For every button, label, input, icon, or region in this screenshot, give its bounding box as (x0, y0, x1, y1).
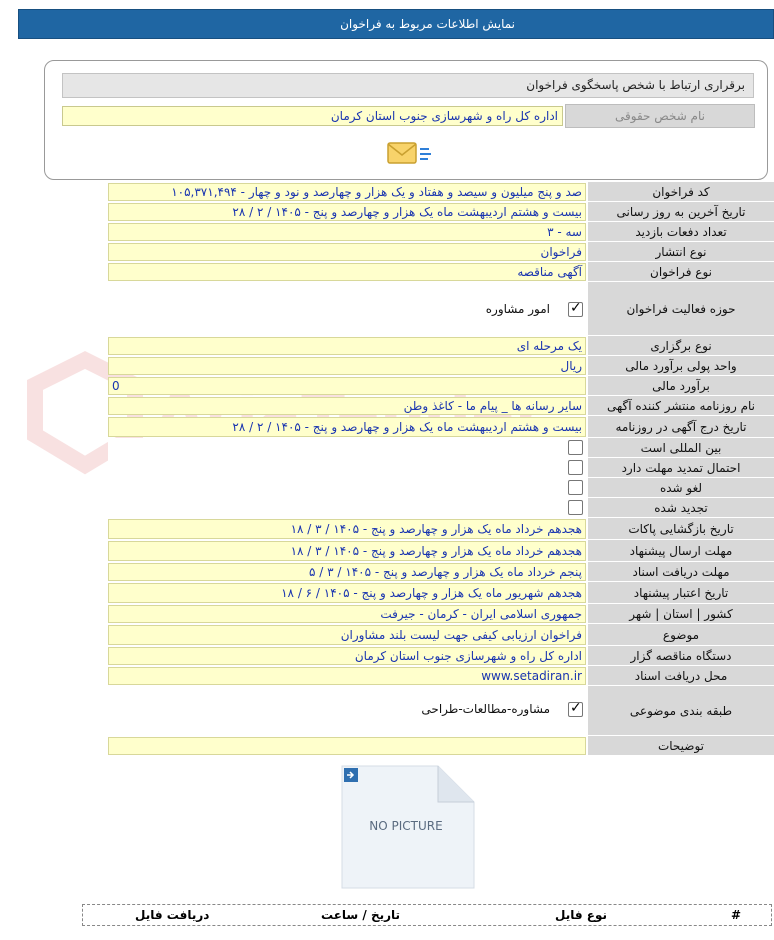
col-index: # (731, 908, 742, 922)
field-label: تجدید شده (588, 498, 774, 518)
field-doc-deadline (108, 562, 774, 582)
extension-checkbox[interactable] (568, 460, 583, 475)
field-label: محل دریافت اسناد (588, 666, 774, 686)
field-holding-type (108, 336, 774, 356)
renewed-area (108, 498, 586, 518)
field-label: مهلت ارسال پیشنهاد (588, 540, 774, 562)
field-value: فراخوان ارزیابی کیفی جهت لیست بلند مشاوران (108, 625, 586, 645)
field-estimate (108, 376, 774, 396)
activity-options (108, 282, 586, 336)
col-file-type: نوع فایل (555, 908, 607, 922)
field-organizer (108, 646, 774, 666)
page-title: نمایش اطلاعات مربوط به فراخوان (340, 17, 515, 31)
field-value: ۱۸ / ۳ / ۱۴۰۵ - هجدهم خرداد ماه یک هزار و چهارصد و پنج (108, 541, 586, 561)
international-checkbox[interactable] (568, 440, 583, 455)
field-label: طبقه بندی موضوعی (588, 686, 774, 736)
page-title-bar (18, 9, 774, 39)
field-value: آگهی مناقصه (108, 263, 586, 281)
mail-icon[interactable] (385, 139, 433, 169)
field-label: نوع انتشار (588, 242, 774, 262)
field-visits (108, 222, 774, 242)
field-label: مهلت دریافت اسناد (588, 562, 774, 582)
field-international (108, 438, 774, 458)
category-options (108, 686, 586, 736)
field-location (108, 604, 774, 624)
field-description (108, 736, 774, 756)
field-value: جمهوری اسلامی ایران - کرمان - جیرفت (108, 605, 586, 623)
field-label: تعداد دفعات بازدید (588, 222, 774, 242)
field-publish-type (108, 242, 774, 262)
field-label: توضیحات (588, 736, 774, 756)
field-value: ۱۰۵,۳۷۱,۴۹۴ - صد و پنج میلیون و سیصد و هفتاد و یک هزار و چهارصد و نود و چهار (108, 183, 586, 201)
category-checkbox[interactable] (568, 702, 583, 717)
field-label: احتمال تمدید مهلت دارد (588, 458, 774, 478)
field-label: کشور | استان | شهر (588, 604, 774, 624)
field-label: تاریخ آخرین به روز رسانی (588, 202, 774, 222)
field-call-type (108, 262, 774, 282)
col-datetime: تاریخ / ساعت (321, 908, 401, 922)
field-last-update (108, 202, 774, 222)
field-label: بین المللی است (588, 438, 774, 458)
no-picture-text: NO PICTURE (369, 819, 443, 833)
extension-area (108, 458, 586, 478)
cancelled-checkbox[interactable] (568, 480, 583, 495)
field-value: ریال (108, 357, 586, 375)
field-code (108, 182, 774, 202)
field-label: نوع فراخوان (588, 262, 774, 282)
field-label: برآورد مالی (588, 376, 774, 396)
field-value: یک مرحله ای (108, 337, 586, 355)
field-value: ۲۸ / ۲ / ۱۴۰۵ - بیست و هشتم اردیبهشت ماه یک هزار و چهارصد و پنج (108, 203, 586, 221)
field-label: دستگاه مناقصه گزار (588, 646, 774, 666)
field-value: ۱۸ / ۳ / ۱۴۰۵ - هجدهم خرداد ماه یک هزار و چهارصد و پنج (108, 519, 586, 539)
field-cancelled (108, 478, 774, 498)
field-label: موضوع (588, 624, 774, 646)
field-value: ۳ - سه (108, 223, 586, 241)
field-category (108, 686, 774, 736)
field-label: واحد پولی برآورد مالی (588, 356, 774, 376)
field-currency (108, 356, 774, 376)
field-extension (108, 458, 774, 478)
cancelled-area (108, 478, 586, 498)
field-label: کد فراخوان (588, 182, 774, 202)
field-value: ۲۸ / ۲ / ۱۴۰۵ - بیست و هشتم اردیبهشت ماه یک هزار و چهارصد و پنج (108, 417, 586, 437)
activity-checkbox[interactable] (568, 302, 583, 317)
field-value: 0 (108, 377, 586, 395)
field-label: نام روزنامه منتشر کننده آگهی (588, 396, 774, 416)
field-value: ۱۸ / ۶ / ۱۴۰۵ - هجدهم شهریور ماه یک هزار و چهارصد و پنج (108, 583, 586, 603)
field-label: نوع برگزاری (588, 336, 774, 356)
field-label: حوزه فعالیت فراخوان (588, 282, 774, 336)
field-doc-place (108, 666, 774, 686)
field-envelope-open (108, 518, 774, 540)
contact-header-text: برقراری ارتباط با شخص پاسخگوی فراخوان (526, 78, 745, 92)
field-label: لغو شده (588, 478, 774, 498)
doc-place-link[interactable]: www.setadiran.ir (108, 667, 586, 685)
file-table-header (82, 904, 772, 926)
field-activity (108, 282, 774, 336)
no-picture-image (338, 762, 478, 892)
field-value: سایر رسانه ها _ پیام ما - کاغذ وطن (108, 397, 586, 415)
entity-label: نام شخص حقوقی (565, 104, 755, 128)
field-label: تاریخ بازگشایی پاکات (588, 518, 774, 540)
activity-option-label: امور مشاوره (485, 302, 550, 316)
field-ad-date (108, 416, 774, 438)
field-value (108, 737, 586, 755)
field-newspaper (108, 396, 774, 416)
field-renewed (108, 498, 774, 518)
field-bid-validity (108, 582, 774, 604)
entity-value: اداره کل راه و شهرسازی جنوب استان کرمان (62, 106, 563, 126)
international-area (108, 438, 586, 458)
contact-header (62, 73, 754, 98)
field-subject (108, 624, 774, 646)
field-value: ۵ / ۳ / ۱۴۰۵ - پنجم خرداد ماه یک هزار و چهارصد و پنج (108, 563, 586, 581)
col-download: دریافت فایل (135, 908, 210, 922)
field-label: تاریخ اعتبار پیشنهاد (588, 582, 774, 604)
field-value: فراخوان (108, 243, 586, 261)
field-value: اداره کل راه و شهرسازی جنوب استان کرمان (108, 647, 586, 665)
category-option-label: مشاوره-مطالعات-طراحی (421, 702, 550, 716)
renewed-checkbox[interactable] (568, 500, 583, 515)
field-label: تاریخ درج آگهی در روزنامه (588, 416, 774, 438)
field-bid-deadline (108, 540, 774, 562)
